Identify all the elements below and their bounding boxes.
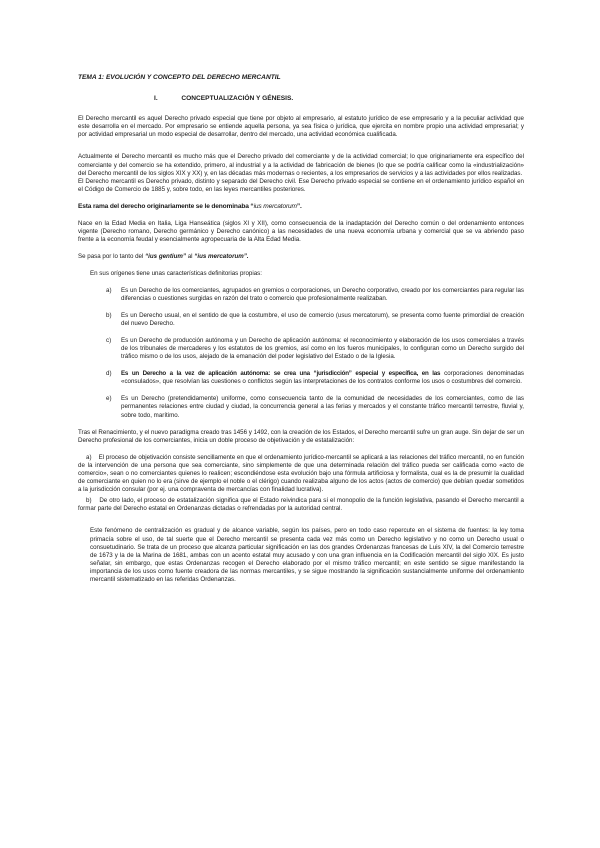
list-text: Es un Derecho usual, en el sentido de que la costumbre, el uso de comercio (usus mercatorum), se presenta como fuente primordial de creación del nuevo Derecho. xyxy=(121,311,524,327)
list-text: Es un Derecho de producción autónoma y un Derecho de aplicación autónoma: el reconocimiento y elaboración de los usos comerciales a través de los tribunales de mercaderes y los estatutos de los gremios, así como en los fueros municipales, lo configuran como un Derecho surgido del tráfico mismo o de los usos, alejado de la emanación del poder legislativo del Estado o de la Iglesia. xyxy=(121,336,524,361)
paragraph-characteristics-intro: En sus orígenes tiene unas características definitorias propias: xyxy=(90,270,262,278)
list-marker: b) xyxy=(106,311,112,319)
section-number: I. xyxy=(154,95,158,103)
list-item xyxy=(106,395,524,419)
paragraph-current-scope: Actualmente el Derecho mercantil es mucho más que el Derecho privado del comerciante y de la actividad comercial; lo que originariamente era específico del comerciante y del comercio se ha extendido, primero, al industrial y a la actividad de fabricación de bienes (lo que se podría calificar como la «industrialización» del Derecho mercantil de los siglos XIX y XX) y, en las décadas más modernas o recientes, a los empresarios de servicios y a las actividades por ellos realizadas. xyxy=(78,153,524,177)
paragraph-objetivacion: a) El proceso de objetivación consiste sencillamente en que el ordenamiento jurídico-mercantil se aplicará a las relaciones del tráfico mercantil, no en función de la intervención de una persona que sea comerciante, sino simplemente de que una determinada relación del tráfico pueda ser calificada como «acto de comercio», sean o no comerciantes quienes lo realicen; escondiéndose esta evolución bajo una fórmula artificiosa y formalista, cual es la de presumir la cualidad de comerciante en quien no lo era (sirve de ejemplo el noble o el clérigo) cuando realizaba alguno de los actos (actos de comercio) que debían quedar sometidos a la jurisdicción consular (por ej. una compraventa de mercancías con finalidad lucrativa). xyxy=(78,453,524,494)
paragraph-origin: Nace en la Edad Media en Italia, Liga Hanseática (siglos XI y XII), como consecuencia de la inadaptación del Derecho común o del ordenamiento entonces vigente (Derecho romano, Derecho germánico y Derecho canónico) a las necesidades de una nueva economía urbana y comercial que se va abriendo paso frente a la economía feudal y esencialmente agropecuaria de la Alta Edad Media. xyxy=(78,220,524,244)
document-page xyxy=(78,72,524,584)
list-marker: c) xyxy=(106,336,112,344)
list-marker: d) xyxy=(106,370,112,378)
section-heading xyxy=(154,95,524,103)
paragraph-estatalizacion: b) De otro lado, el proceso de estatalización significa que el Estado reivindica para sí el monopolio de la función legislativa, pasando el Derecho mercantil a formar parte del Derecho estatal en Ordenanzas dictadas o refrendadas por la autoridad central. xyxy=(78,497,524,513)
list-text: corporaciones denominadas «consulados», que resolvían las cuestiones o conflictos según las interpretaciones de los contratos conforme los usos o costumbres del comercio. xyxy=(121,370,524,386)
list-marker: a) xyxy=(106,286,112,294)
list-lead-text: Es un Derecho a la vez de aplicación autónoma: se crea una “jurisdicción” especial y específica, en las xyxy=(121,370,441,378)
list-item xyxy=(106,287,524,303)
characteristics-list xyxy=(106,287,524,420)
document-title: TEMA 1: EVOLUCIÓN Y CONCEPTO DEL DERECHO MERCANTIL xyxy=(78,74,281,81)
paragraph-definition: El Derecho mercantil es aquel Derecho privado especial que tiene por objeto al empresario, al estatuto jurídico de ese empresario y a la peculiar actividad que este desarrolla en el mercado. Por empresario se entiende aquella persona, ya sea física o jurídica, que ejercita en nombre propio una actividad empresarial; y por actividad empresarial un modo especial de desarrollar, dentro del mercado, una actividad económica cualificada. xyxy=(78,115,524,139)
section-title: CONCEPTUALIZACIÓN Y GÉNESIS. xyxy=(181,95,294,103)
list-item xyxy=(106,337,524,361)
list-item xyxy=(106,312,524,328)
paragraph-private-law: El Derecho mercantil es Derecho privado, distinto y separado del Derecho civil. Ese Derecho privado especial se contiene en el ordenamiento jurídico español en el Código de Comercio de 1885 y, sobre todo, en las leyes mercantiles posteriores. xyxy=(78,177,524,193)
list-item xyxy=(106,370,524,386)
paragraph-renaissance: Tras el Renacimiento, y el nuevo paradigma creado tras 1456 y 1492, con la creación de los Estados, el Derecho mercantil sufre un gran auge. Sin dejar de ser un Derecho profesional de los comerciantes, inicia un doble proceso de objetivación y de estatalización: xyxy=(78,428,524,444)
ius-mercatorum-heading: Esta rama del derecho originariamente se le denominaba “ius mercatorum”. xyxy=(78,202,302,210)
paragraph-centralization: Este fenómeno de centralización es gradual y de alcance variable, según los países, pero en todo caso repercute en el sistema de fuentes: la ley toma primacía sobre el uso, de tal suerte que el Derecho mercantil se presenta cada vez más como un Derecho legislativo y no como un Derecho usual o consuetudinario. Se trata de un proceso que alcanza particular significación en las dos grandes Ordenanzas francesas de Luis XIV, la del Comercio terrestre de 1673 y la de la Marina de 1681, ambas con un acento estatal muy acusado y con una gran influencia en la Codificación mercantil del siglo XIX. Es justo señalar, sin embargo, que estas Ordenanzas recogen el Derecho elaborado por el mismo tráfico mercantil; en este sentido se sigue manifestando la importancia de los usos como fuente creadora de las normas mercantiles, y se sigue mostrando la significación sustancialmente uniforme del ordenamiento mercantil sistematizado en las referidas Ordenanzas. xyxy=(90,527,524,584)
list-text: Es un Derecho de los comerciantes, agrupados en gremios o corporaciones, un Derecho corporativo, creado por los comerciantes para regular las diferencias o cuestiones surgidas en razón del trato o comercio que profesionalmente realizaban. xyxy=(121,286,524,302)
list-text: Es un Derecho (pretendidamente) uniforme, como consecuencia tanto de la comunidad de necesidades de los comerciantes, como de las permanentes relaciones entre ciudad y ciudad, la concurrencia general a las ferias y mercados y el constante tráfico mercantil terrestre, fluvial y, sobre todo, marítimo. xyxy=(121,395,524,419)
ius-gentium-line: Se pasa por lo tanto del “ius gentium” al “ius mercatorum”. xyxy=(78,253,249,261)
list-marker: e) xyxy=(106,395,112,403)
